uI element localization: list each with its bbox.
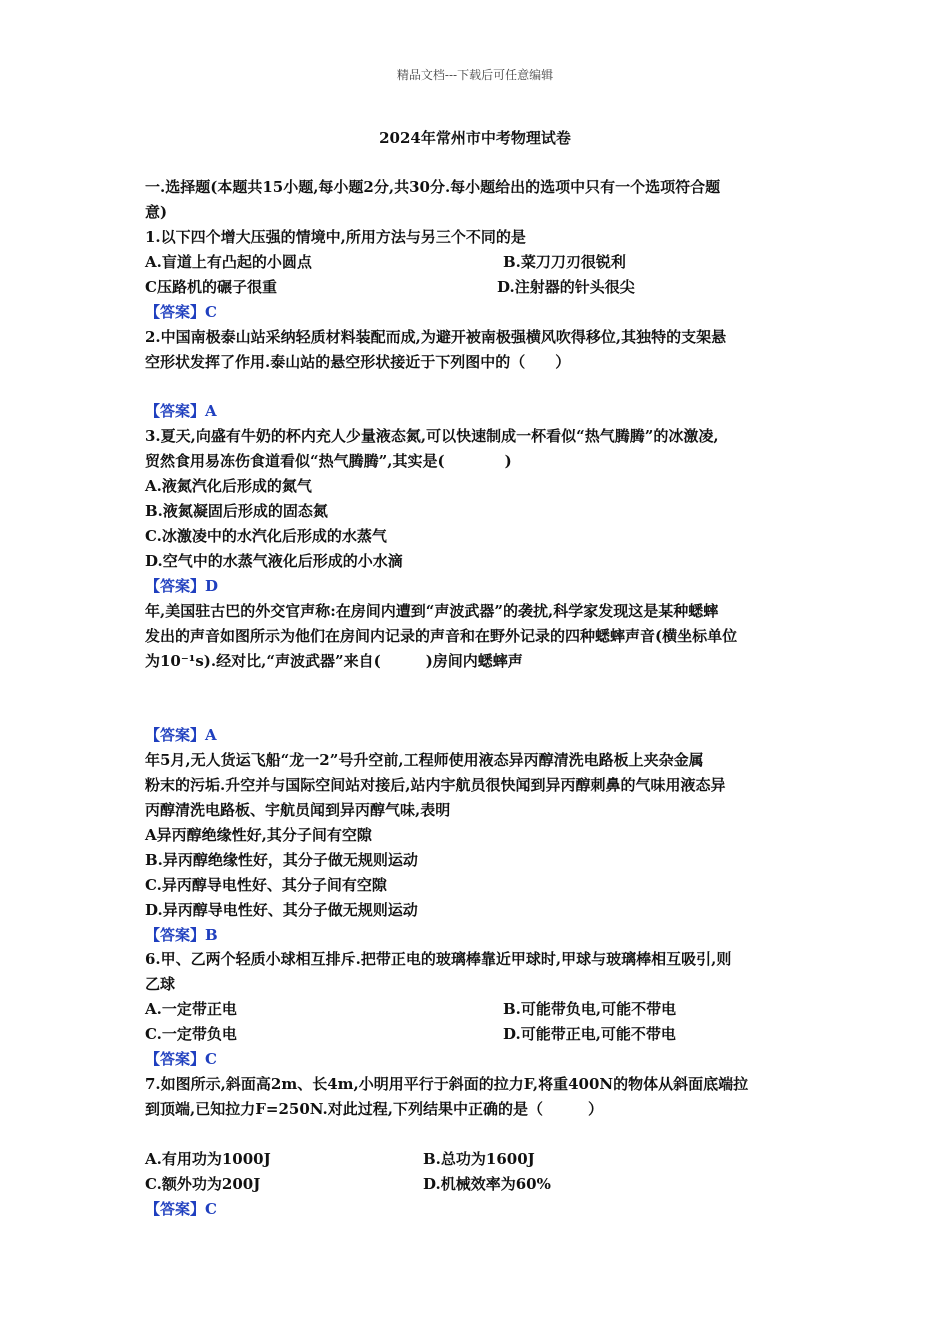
- q4-stem-line2: 发出的声音如图所示为他们在房间内记录的声音和在野外记录的四种蟋蟀声音(横坐标单位: [145, 627, 738, 645]
- q7-stem-line2: 到顶端,已知拉力F=250N.对此过程,下列结果中正确的是（ ）: [145, 1100, 603, 1118]
- q3-answer: 【答案】D: [145, 577, 219, 595]
- q1-option-d: D.注射器的针头很尖: [497, 278, 635, 296]
- q7-stem-line1: 7.如图所示,斜面高2m、长4m,小明用平行于斜面的拉力F,将重400N的物体从斜面底端拉: [145, 1075, 749, 1093]
- q5-answer: 【答案】B: [145, 926, 218, 944]
- q3-stem-line1: 3.夏天,向盛有牛奶的杯内充人少量液态氮,可以快速制成一杯看似“热气腾腾”的冰激凌,: [145, 427, 719, 445]
- q5-option-a: A异丙醇绝缘性好,其分子间有空隙: [145, 826, 372, 844]
- q2-stem-line2: 空形状发挥了作用.泰山站的悬空形状接近于下列图中的（ ）: [145, 353, 571, 371]
- page-title: 2024年常州市中考物理试卷: [379, 129, 571, 147]
- q6-answer: 【答案】C: [145, 1050, 217, 1068]
- q6-option-c: C.一定带负电: [145, 1025, 237, 1043]
- q4-answer: 【答案】A: [145, 726, 217, 744]
- q5-option-c: C.异丙醇导电性好、其分子间有空隙: [145, 876, 387, 894]
- q2-stem-line1: 2.中国南极泰山站采纳轻质材料装配而成,为避开被南极强横风吹得移位,其独特的支架悬: [145, 328, 727, 346]
- q6-option-a: A.一定带正电: [145, 1000, 237, 1018]
- q1-option-c: C压路机的碾子很重: [145, 278, 277, 296]
- q5-option-d: D.异丙醇导电性好、其分子做无规则运动: [145, 901, 418, 919]
- q1-answer: 【答案】C: [145, 303, 217, 321]
- q6-option-b: B.可能带负电,可能不带电: [503, 1000, 677, 1018]
- q1-stem: 1.以下四个增大压强的情境中,所用方法与另三个不同的是: [145, 228, 526, 246]
- q7-option-a: A.有用功为1000J: [145, 1150, 271, 1168]
- q3-option-a: A.液氮汽化后形成的氮气: [145, 477, 312, 495]
- q3-stem-line2: 贸然食用易冻伤食道看似“热气腾腾”,其实是( ): [145, 452, 512, 470]
- q6-stem-line2: 乙球: [145, 975, 176, 993]
- q4-stem-line3: 为10⁻¹s).经对比,“声波武器”来自( )房间内蟋蟀声: [145, 652, 523, 670]
- section-heading-line1: 一.选择题(本题共15小题,每小题2分,共30分.每小题给出的选项中只有一个选项符合题: [145, 178, 721, 196]
- q5-option-b: B.异丙醇绝缘性好，其分子做无规则运动: [145, 851, 418, 869]
- q2-answer: 【答案】A: [145, 402, 217, 420]
- section-heading-line2: 意): [145, 203, 168, 221]
- q6-option-d: D.可能带正电,可能不带电: [503, 1025, 676, 1043]
- q3-option-c: C.冰激凌中的水汽化后形成的水蒸气: [145, 527, 387, 545]
- q7-option-d: D.机械效率为60%: [423, 1175, 551, 1193]
- q1-option-b: B.菜刀刀刃很锐利: [503, 253, 626, 271]
- q3-option-b: B.液氮凝固后形成的固态氮: [145, 502, 328, 520]
- q3-option-d: D.空气中的水蒸气液化后形成的小水滴: [145, 552, 403, 570]
- page-header: 精品文档---下载后可任意编辑: [396, 68, 554, 82]
- q7-option-b: B.总功为1600J: [423, 1150, 535, 1168]
- q5-stem-line1: 年5月,无人货运飞船“龙一2”号升空前,工程师使用液态异丙醇清洗电路板上夹杂金属: [145, 751, 704, 769]
- q6-stem-line1: 6.甲、乙两个轻质小球相互排斥.把带正电的玻璃棒靠近甲球时,甲球与玻璃棒相互吸引,则: [145, 950, 732, 968]
- q1-option-a: A.盲道上有凸起的小圆点: [145, 253, 312, 271]
- q7-answer: 【答案】C: [145, 1200, 217, 1218]
- q4-stem-line1: 年,美国驻古巴的外交官声称:在房间内遭到“声波武器”的袭扰,科学家发现这是某种蟋蟀: [145, 602, 719, 620]
- q5-stem-line2: 粉末的污垢.升空并与国际空间站对接后,站内宇航员很快闻到异丙醇刺鼻的气味用液态异: [145, 776, 726, 794]
- q5-stem-line3: 丙醇清洗电路板、宇航员闻到异丙醇气味,表明: [145, 801, 451, 819]
- q7-option-c: C.额外功为200J: [145, 1175, 261, 1193]
